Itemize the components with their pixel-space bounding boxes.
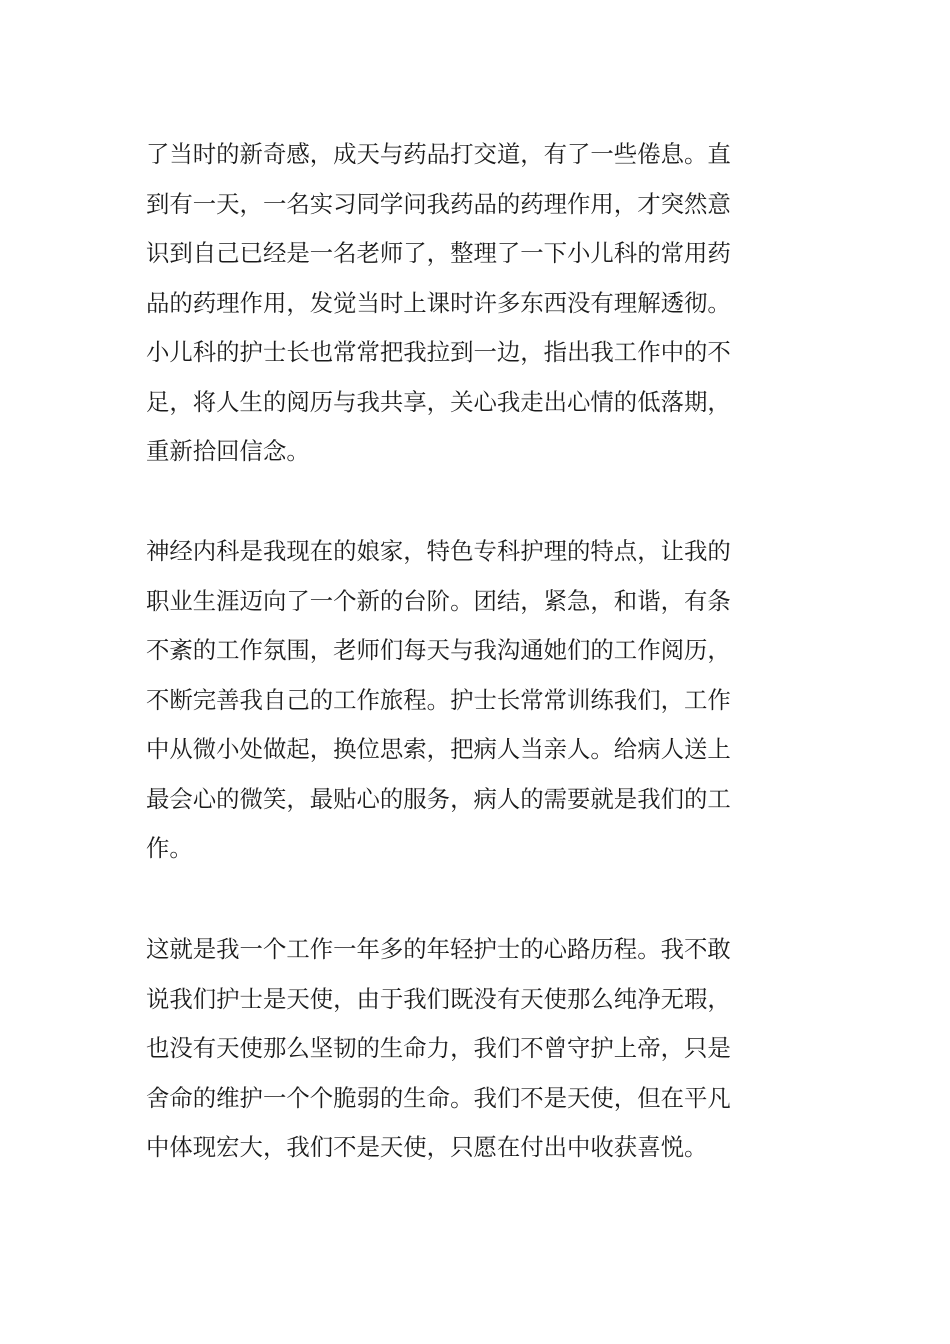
text-line: 最会心的微笑，最贴心的服务，病人的需要就是我们的工 xyxy=(146,784,731,813)
text-line: 中从微小处做起，换位思索，把病人当亲人。给病人送上 xyxy=(146,735,731,763)
text-line: 足，将人生的阅历与我共享，关心我走出心情的低落期， xyxy=(146,387,731,416)
text-line: 品的药理作用，发觉当时上课时许多东西没有理解透彻。 xyxy=(146,288,731,317)
text-line: 职业生涯迈向了一个新的台阶。团结，紧急，和谐，有条 xyxy=(146,586,731,615)
text-line: 小儿科的护士长也常常把我拉到一边，指出我工作中的不 xyxy=(146,338,731,366)
text-line: 不断完善我自己的工作旅程。护士长常常训练我们，工作 xyxy=(146,685,731,714)
text-line: 中体现宏大，我们不是天使，只愿在付出中收获喜悦。 xyxy=(146,1133,708,1161)
text-line: 说我们护士是天使，由于我们既没有天使那么纯净无瑕， xyxy=(146,984,731,1013)
text-line: 识到自己已经是一名老师了，整理了一下小儿科的常用药 xyxy=(146,239,731,267)
text-line: 到有一天，一名实习同学问我药品的药理作用，才突然意 xyxy=(146,189,731,218)
text-line: 作。 xyxy=(146,834,193,862)
text-line: 了当时的新奇感，成天与药品打交道，有了一些倦息。直 xyxy=(146,140,731,168)
paragraph-3 xyxy=(146,925,810,1173)
text-line: 神经内科是我现在的娘家，特色专科护理的特点，让我的 xyxy=(146,537,731,565)
paragraph-1 xyxy=(146,130,810,477)
text-line: 不紊的工作氛围，老师们每天与我沟通她们的工作阅历， xyxy=(146,636,731,664)
text-line: 重新拾回信念。 xyxy=(146,437,310,465)
text-line: 也没有天使那么坚韧的生命力，我们不曾守护上帝，只是 xyxy=(146,1034,731,1062)
text-line: 这就是我一个工作一年多的年轻护士的心路历程。我不敢 xyxy=(146,935,731,963)
paragraph-2 xyxy=(146,527,810,874)
text-line: 舍命的维护一个个脆弱的生命。我们不是天使，但在平凡 xyxy=(146,1083,731,1112)
